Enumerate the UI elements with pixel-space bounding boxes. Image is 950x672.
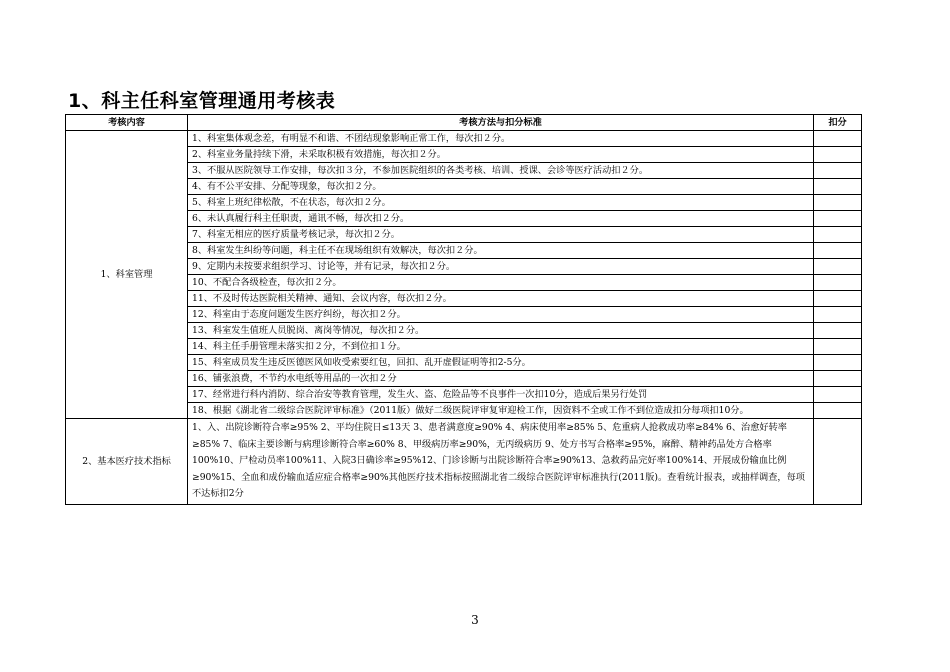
score-cell[interactable] bbox=[814, 355, 862, 371]
criteria-cell: 1、入、出院诊断符合率≥95% 2、平均住院日≤13天 3、患者满意度≥90% 4、病床使用率≥85% 5、危重病人抢救成功率≥84% 6、治愈好转率≥85% 7、临床主要诊断与病理诊断符合率≥60% 8、甲级病历率≥90%，无丙级病历 9、处方书写合格率≥95%，麻醉、精神药品处方合格率100%10、尸检动员率100%11、入院3日确诊率≥95%12、门诊诊断与出院诊断符合率≥90%13、急救药品完好率100%14、开展成份输血比例≥90%15、全血和成份输血适应症合格率≥90%其他医疗技术指标按照湖北省二级综合医院评审标准执行(2011版)。查看统计报表，或抽样调查，每项不达标扣2分 bbox=[188, 419, 814, 505]
category-cell: 2、基本医疗技术指标 bbox=[66, 419, 188, 505]
criteria-cell: 7、科室无相应的医疗质量考核记录，每次扣２分。 bbox=[188, 227, 814, 243]
criteria-cell: 15、科室成员发生违反医德医风如收受索要红包，回扣、乱开虚假证明等扣2-5分。 bbox=[188, 355, 814, 371]
category-cell: 1、科室管理 bbox=[66, 131, 188, 419]
criteria-cell: 5、科室上班纪律松散，不在状态，每次扣２分。 bbox=[188, 195, 814, 211]
score-cell[interactable] bbox=[814, 243, 862, 259]
page-number: 3 bbox=[471, 613, 479, 627]
criteria-cell: 3、不服从医院领导工作安排，每次扣３分，不参加医院组织的各类考核、培训、授课、会诊等医疗活动扣２分。 bbox=[188, 163, 814, 179]
table-body bbox=[66, 131, 862, 505]
score-cell[interactable] bbox=[814, 147, 862, 163]
criteria-cell: 13、科室发生值班人员脱岗、离岗等情况，每次扣２分。 bbox=[188, 323, 814, 339]
table-header-row bbox=[66, 115, 862, 131]
header-score: 扣分 bbox=[814, 115, 862, 131]
assessment-table bbox=[65, 114, 862, 505]
score-cell[interactable] bbox=[814, 131, 862, 147]
criteria-cell: 2、科室业务量持续下滑，未采取积极有效措施，每次扣２分。 bbox=[188, 147, 814, 163]
score-cell[interactable] bbox=[814, 259, 862, 275]
header-category: 考核内容 bbox=[66, 115, 188, 131]
criteria-cell: 17、经常进行科内消防、综合治安等教育管理，发生火、盗、危险品等不良事件一次扣10分，造成后果另行处罚 bbox=[188, 387, 814, 403]
score-cell[interactable] bbox=[814, 211, 862, 227]
table-row bbox=[66, 131, 862, 147]
criteria-cell: 11、不及时传达医院相关精神、通知、会议内容，每次扣２分。 bbox=[188, 291, 814, 307]
score-cell[interactable] bbox=[814, 371, 862, 387]
score-cell[interactable] bbox=[814, 291, 862, 307]
criteria-cell: 6、未认真履行科主任职责，通讯不畅，每次扣２分。 bbox=[188, 211, 814, 227]
table-row bbox=[66, 419, 862, 505]
criteria-cell: 16、铺张浪费，不节约水电纸等用品的一次扣２分 bbox=[188, 371, 814, 387]
score-cell[interactable] bbox=[814, 323, 862, 339]
score-cell[interactable] bbox=[814, 339, 862, 355]
score-cell[interactable] bbox=[814, 403, 862, 419]
score-cell[interactable] bbox=[814, 227, 862, 243]
criteria-cell: 1、科室集体观念差，有明显不和谐、不团结现象影响正常工作，每次扣２分。 bbox=[188, 131, 814, 147]
score-cell[interactable] bbox=[814, 275, 862, 291]
score-cell[interactable] bbox=[814, 419, 862, 505]
criteria-cell: 12、科室由于态度问题发生医疗纠纷，每次扣２分。 bbox=[188, 307, 814, 323]
page-title: 1、科主任科室管理通用考核表 bbox=[68, 90, 336, 112]
criteria-cell: 18、根据《湖北省二级综合医院评审标准》（2011版）做好二级医院评审复审迎检工作，因资料不全或工作不到位造成扣分每项扣10分。 bbox=[188, 403, 814, 419]
criteria-cell: 14、科主任手册管理未落实扣２分，不到位扣１分。 bbox=[188, 339, 814, 355]
criteria-cell: 9、定期内未按要求组织学习、讨论等，并有记录，每次扣２分。 bbox=[188, 259, 814, 275]
score-cell[interactable] bbox=[814, 179, 862, 195]
header-criteria: 考核方法与扣分标准 bbox=[188, 115, 814, 131]
score-cell[interactable] bbox=[814, 195, 862, 211]
criteria-cell: 10、不配合各级检查，每次扣２分。 bbox=[188, 275, 814, 291]
score-cell[interactable] bbox=[814, 387, 862, 403]
score-cell[interactable] bbox=[814, 307, 862, 323]
criteria-cell: 8、科室发生纠纷等问题，科主任不在现场组织有效解决，每次扣２分。 bbox=[188, 243, 814, 259]
score-cell[interactable] bbox=[814, 163, 862, 179]
criteria-cell: 4、有不公平安排、分配等现象，每次扣２分。 bbox=[188, 179, 814, 195]
